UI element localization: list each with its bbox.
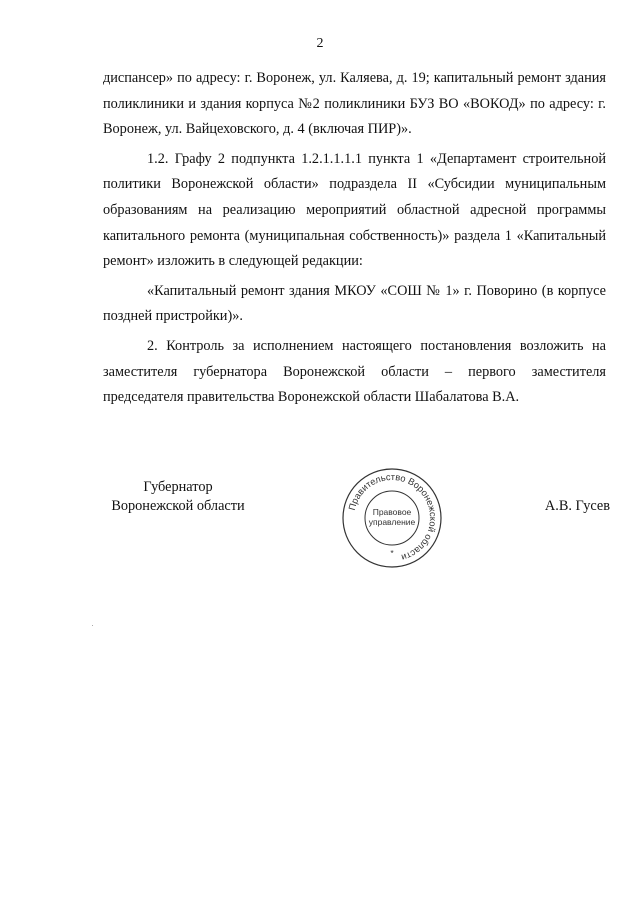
- paragraph-2: 2. Контроль за исполнением настоящего постановления возложить на заместителя губернатора Воронежской области – первого заместителя председателя правительства Воронежской области Шабалатова В.А.: [103, 337, 606, 406]
- signer-title-line2: Воронежской области: [111, 498, 245, 514]
- official-stamp: [340, 466, 444, 570]
- signer-title: [103, 478, 253, 516]
- page-number: 2: [316, 36, 324, 51]
- signer-name: А.В. Гусев: [544, 498, 610, 514]
- signer-title-line1: Губернатор: [143, 479, 213, 495]
- paragraph-quote: «Капитальный ремонт здания МКОУ «СОШ № 1» г. Поворино (в корпусе поздней пристройки)».: [103, 282, 606, 325]
- stamp-star: *: [390, 548, 394, 558]
- paragraph-1-2: 1.2. Графу 2 подпункта 1.2.1.1.1.1 пункта 1 «Департамент строительной политики Воронежской области» подраздела II «Субсидии муниципальным образованиям на реализацию мероприятий областной адресной программы капитального ремонта (муниципальная собственность)» раздела 1 «Капитальный ремонт» изложить в следующей редакции:: [103, 150, 606, 270]
- stamp-seal: [340, 466, 444, 570]
- stamp-ring-textpath: Правительство Воронежской области: [346, 471, 439, 563]
- document-body: [103, 66, 606, 411]
- stamp-center-line2: управление: [368, 517, 416, 527]
- scan-speck: [92, 625, 93, 626]
- paragraph-continuation: диспансер» по адресу: г. Воронеж, ул. Каляева, д. 19; капитальный ремонт здания поликлиники и здания корпуса №2 поликлиники БУЗ ВО «ВОКОД» по адресу: г. Воронеж, ул. Вайцеховского, д. 4 (включая ПИР)».: [103, 70, 606, 138]
- stamp-center-line1: Правовое: [372, 507, 412, 517]
